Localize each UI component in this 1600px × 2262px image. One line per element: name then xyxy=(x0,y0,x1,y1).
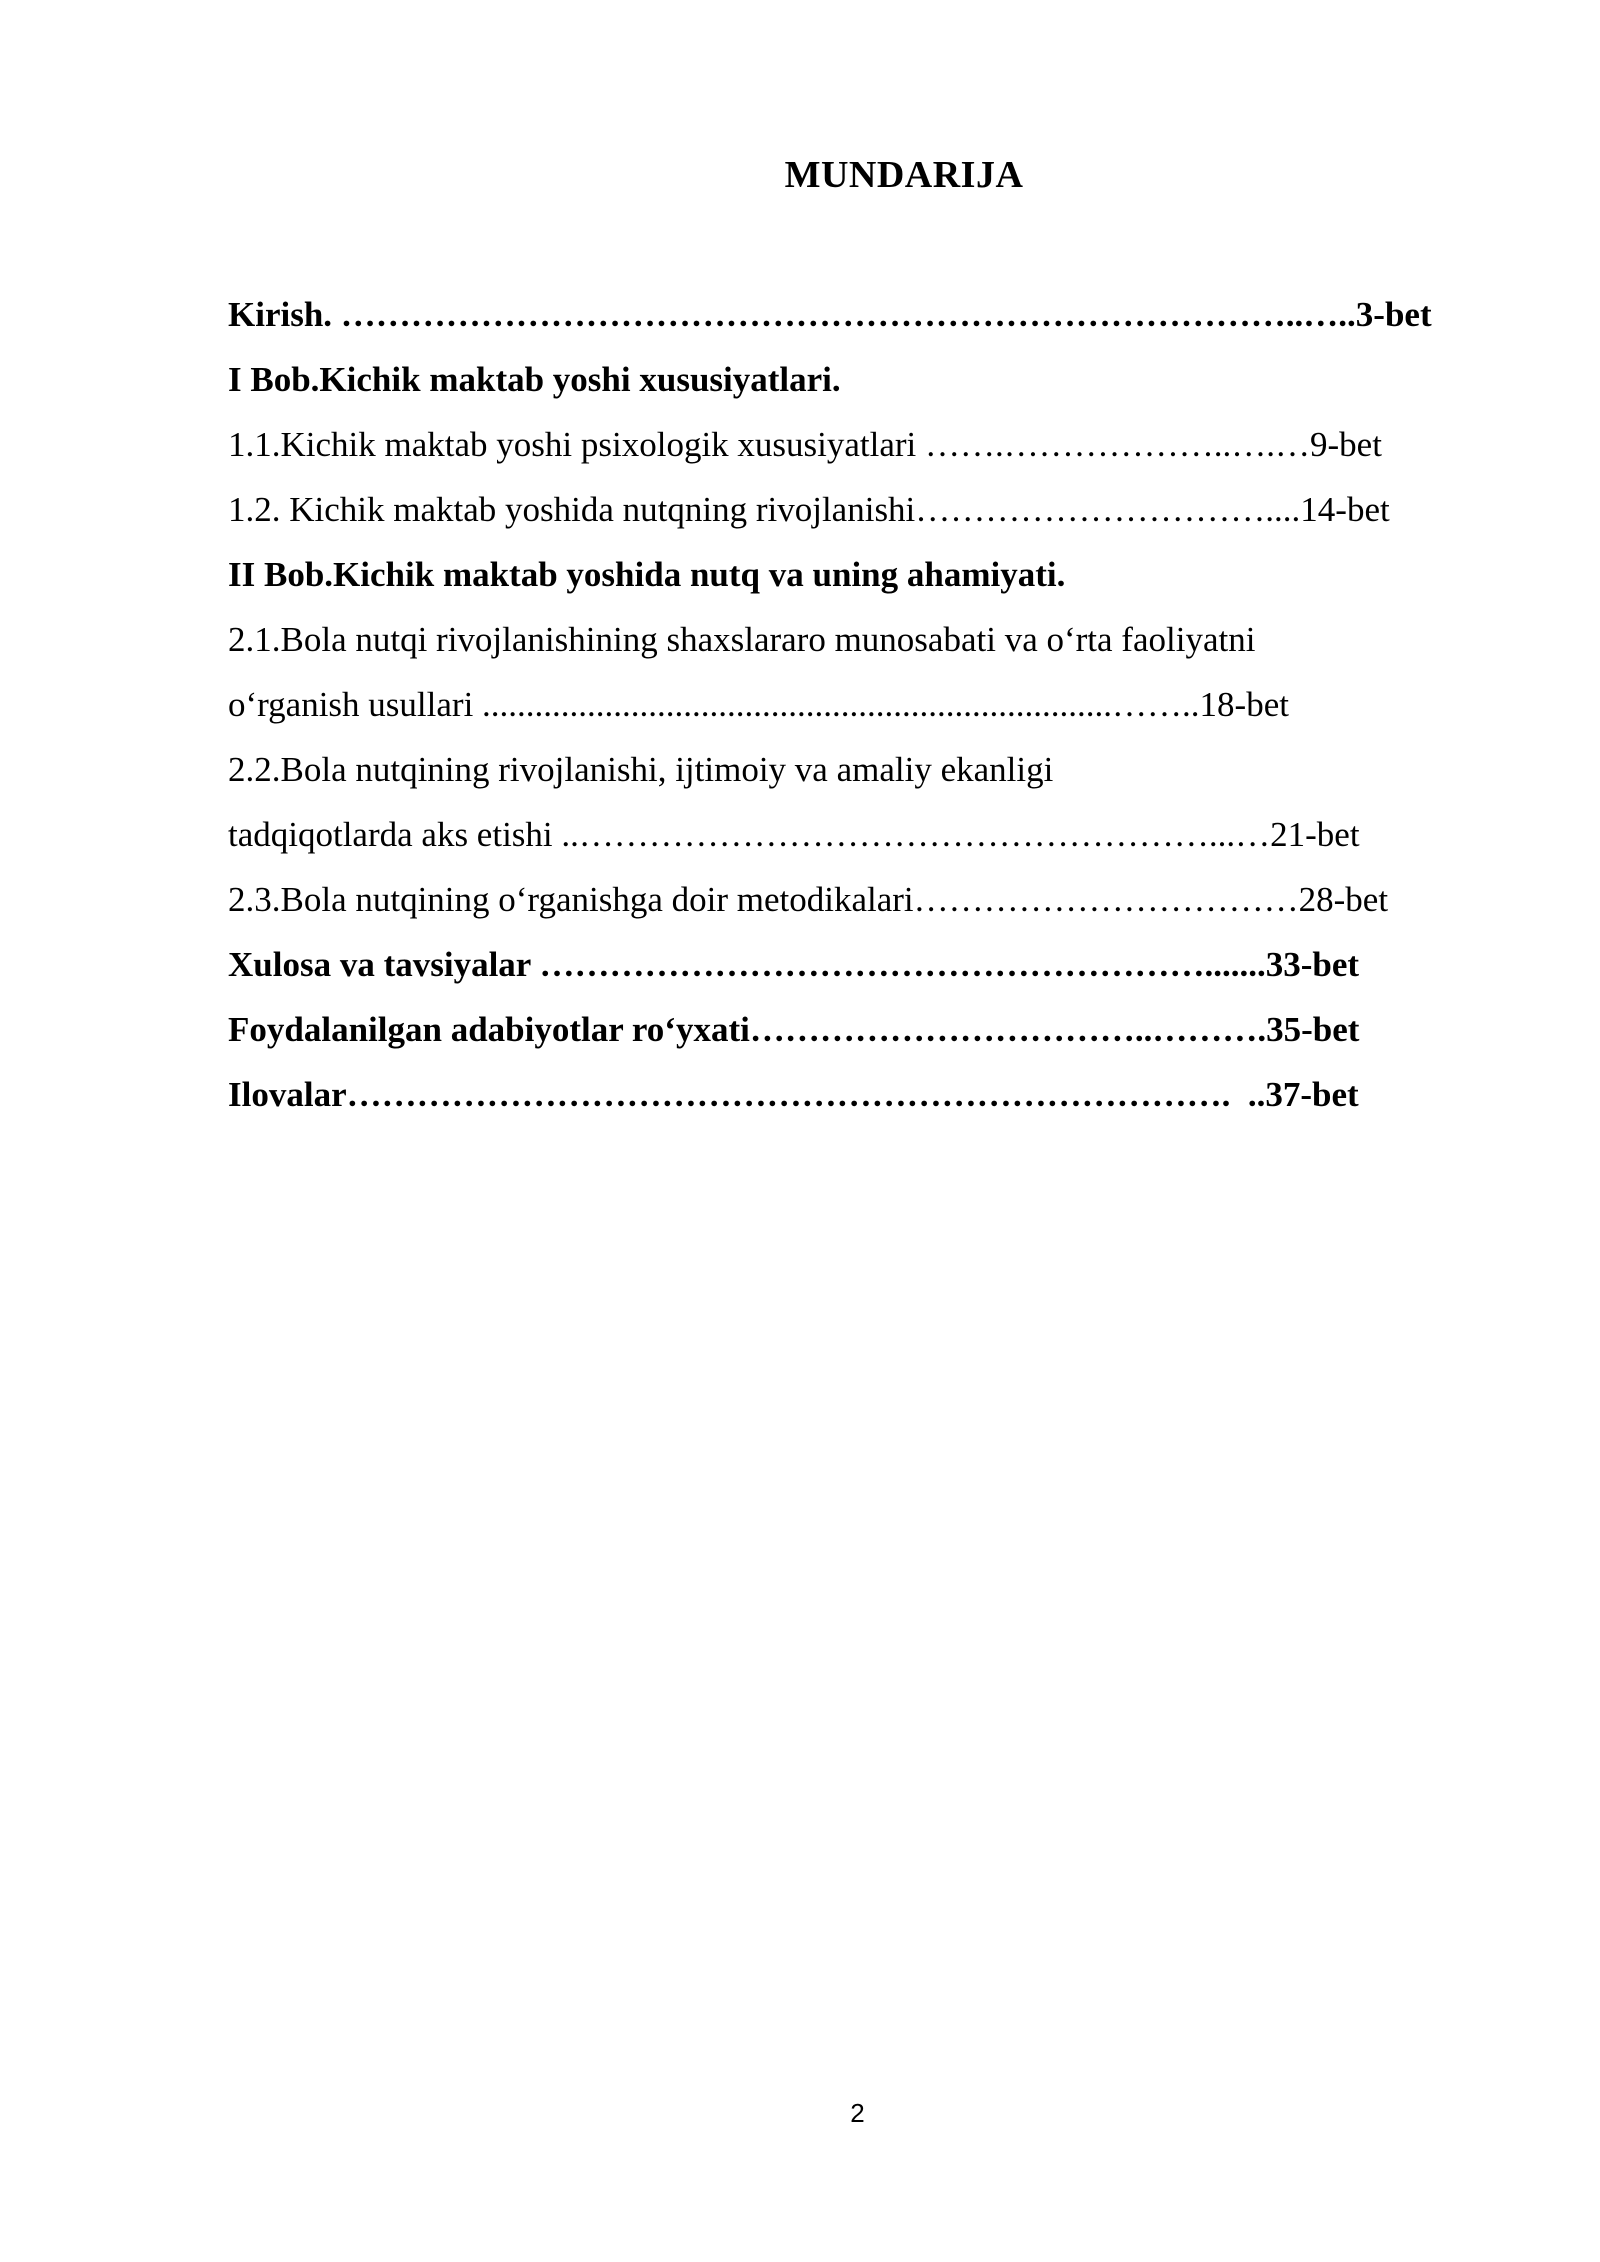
toc-entry-2-3: 2.3.Bola nutqining oʻrganishga doir metodikalari……………………………28-bet xyxy=(228,880,1389,919)
toc-entry-1-2: 1.2. Kichik maktab yoshida nutqning rivojlanishi…………………………....14-bet xyxy=(228,490,1390,529)
page-title: MUNDARIJA xyxy=(784,154,1024,196)
toc-entry-xulosa: Xulosa va tavsiyalar ………………………………………………….......33-bet xyxy=(228,945,1360,984)
toc-entry-2-1-line-2: oʻrganish usullari ........................................................................……..18-bet xyxy=(228,685,1289,724)
toc-entry-2-1-line-1: 2.1.Bola nutqi rivojlanishining shaxslararo munosabati va oʻrta faoliyatni xyxy=(228,620,1256,659)
toc-chapter-2-heading: II Bob.Kichik maktab yoshida nutq va uning ahamiyati. xyxy=(228,555,1066,594)
toc-entry-ilovalar: Ilovalar…………………………………………………………………. ..37-bet xyxy=(228,1075,1359,1114)
toc-entry-1-1: 1.1.Kichik maktab yoshi psixologik xususiyatlari …….………………..….…9-bet xyxy=(228,425,1382,464)
table-of-contents xyxy=(228,282,1488,1127)
toc-entry-2-2-line-2: tadqiqotlarda aks etishi ..………………………………………………...…21-bet xyxy=(228,815,1360,854)
toc-entry-kirish: Kirish. ………………………………………………………………………..…..3-bet xyxy=(228,295,1432,334)
page-number: 2 xyxy=(850,2098,865,2128)
toc-chapter-1-heading: I Bob.Kichik maktab yoshi xususiyatlari. xyxy=(228,360,841,399)
toc-entry-2-2-line-1: 2.2.Bola nutqining rivojlanishi, ijtimoiy va amaliy ekanligi xyxy=(228,750,1054,789)
toc-entry-adabiyotlar: Foydalanilgan adabiyotlar roʻyxati……………………………..……….35-bet xyxy=(228,1010,1360,1049)
